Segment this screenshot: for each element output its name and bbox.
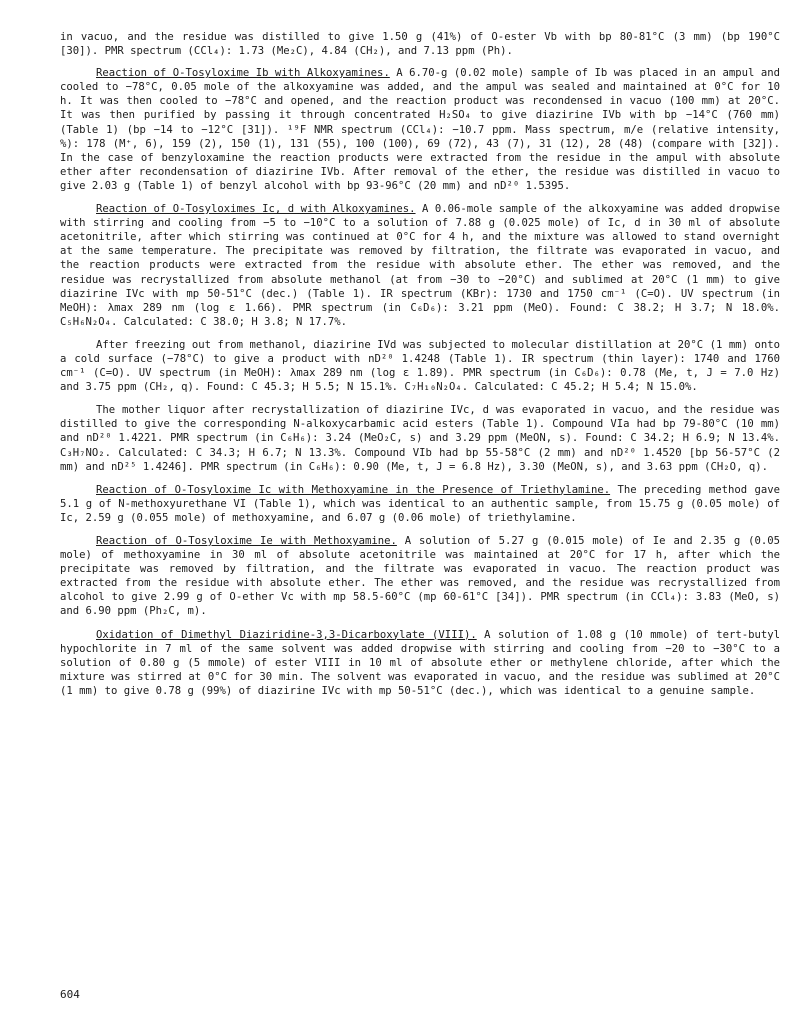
paragraph-text: A solution of 1.08 g (10 mmole) of tert-butyl hypochlorite in 7 ml of the same solvent was added dropwise with stirring and cooling from −20 to −30°C to a solution of 0.80 g (5 mmole) of ester VIII in 10 ml of absolute ether or methylene chloride, after which the mixture was stirred at 0°C for 30 min. The solvent was evaporated in vacuo, and the residue was sublimed at 20°C (1 mm) to give 0.78 g (99%) of diazirine IVc with mp 50-51°C (dec.), which was identical to a genuine sample. <box>60 628 780 697</box>
paragraph-1 <box>60 66 780 193</box>
section-heading: Reaction of O-Tosyloxime Ib with Alkoxyamines. <box>96 67 390 80</box>
paragraph-4 <box>60 403 780 473</box>
paragraph-text: A solution of 5.27 g (0.015 mole) of Ie and 2.35 g (0.05 mole) of methoxyamine in 30 ml of absolute acetonitrile was maintained at 20°C for 17 h, after which the precipitate was removed by filtration, and the filtrate was evaporated in vacuo. The reaction product was extracted from the residue with absolute ether. The ether was removed, and the residue was recrystallized from alcohol to give 2.99 g of O-ether Vc with mp 58.5-60°C (mp 60-61°C [34]). PMR spectrum (in CCl₄): 3.83 (MeO, s) and 6.90 ppm (Ph₂C, m). <box>60 535 780 618</box>
section-heading: Reaction of O-Tosyloxime Ie with Methoxyamine. <box>96 535 397 547</box>
section-heading: Reaction of O-Tosyloximes Ic, d with Alkoxyamines. <box>96 203 416 216</box>
paragraph-2 <box>60 202 780 329</box>
paragraph-text: A 0.06-mole sample of the alkoxyamine was added dropwise with stirring and cooling from −5 to −10°C to a solution of 7.88 g (0.025 mole) of Ic, d in 30 ml of absolute acetonitrile, after which stirring was continued at 0°C for 4 h, and the mixture was allowed to stand overnight at the same temperature. The precipitate was removed by filtration, the filtrate was evaporated in vacuo, and the reaction products were extracted from the residue with absolute ether. The ether was removed, and the residue was recrystallized from absolute methanol (at from −30 to −20°C) and sublimed at 20°C (1 mm) to give diazirine IVc with mp 50-51°C (dec.) (Table 1). IR spectrum (KBr): 1730 and 1750 cm⁻¹ (C=O). UV spectrum (in MeOH): λmax 289 nm (log ε 1.66). PMR spectrum (in C₆D₆): 3.21 ppm (MeO). Found: C 38.2; H 3.7; N 18.0%. C₅H₆N₂O₄. Calculated: C 38.0; H 3.8; N 17.7%. <box>60 203 781 328</box>
page-number: 604 <box>60 988 80 1001</box>
paragraph-6 <box>60 534 780 619</box>
paragraph-0 <box>60 30 780 58</box>
document-page <box>60 30 780 707</box>
paragraph-text: The mother liquor after recrystallization of diazirine IVc, d was evaporated in vacuo, and the residue was distilled to give the corresponding N-alkoxycarbamic acid esters (Table 1). Compound VIa had bp 79-80°C (10 mm) and nD²⁰ 1.4221. PMR spectrum (in C₆H₆): 3.24 (MeO₂C, s) and 3.29 ppm (MeON, s). Found: C 34.2; H 6.9; N 13.4%. C₃H₇NO₂. Calculated: C 34.3; H 6.7; N 13.3%. Compound VIb had bp 55-58°C (2 mm) and nD²⁰ 1.4520 [bp 56-57°C (2 mm) and nD²⁵ 1.4246]. PMR spectrum (in C₆H₆): 0.90 (Me, t, J = 6.8 Hz), 3.30 (MeON, s), and 3.63 ppm (CH₂O, q). <box>60 404 780 473</box>
section-heading: Oxidation of Dimethyl Diaziridine-3,3-Dicarboxylate (VIII). <box>96 628 477 641</box>
paragraph-text: After freezing out from methanol, diazirine IVd was subjected to molecular distillation at 20°C (1 mm) onto a cold surface (−78°C) to give a product with nD²⁰ 1.4248 (Table 1). IR spectrum (thin layer): 1740 and 1760 cm⁻¹ (C=O). UV spectrum (in MeOH): λmax 289 nm (log ε 1.89). PMR spectrum (in C₆D₆): 0.78 (Me, t, J = 7.0 Hz) and 3.75 ppm (CH₂, q). Found: C 45.3; H 5.5; N 15.1%. C₇H₁₀N₂O₄. Calculated: C 45.2; H 5.4; N 15.0%. <box>60 338 780 394</box>
section-heading: Reaction of O-Tosyloxime Ic with Methoxyamine in the Presence of Triethylamine. <box>96 483 611 496</box>
paragraph-3 <box>60 338 780 394</box>
paragraph-text: in vacuo, and the residue was distilled to give 1.50 g (41%) of O-ester Vb with bp 80-81°C (3 mm) (bp 190°C [30]). PMR spectrum (CCl₄): 1.73 (Me₂C), 4.84 (CH₂), and 7.13 ppm (Ph). <box>60 31 780 58</box>
paragraph-7 <box>60 628 780 698</box>
paragraph-5 <box>60 483 780 525</box>
paragraph-text: The preceding method gave 5.1 g of N-methoxyurethane VI (Table 1), which was identical to an authentic sample, from 15.75 g (0.05 mole) of Ic, 2.59 g (0.055 mole) of methoxyamine, and 6.07 g (0.06 mole) of triethylamine. <box>60 483 780 524</box>
paragraph-text: A 6.70-g (0.02 mole) sample of Ib was placed in an ampul and cooled to −78°C, 0.05 mole of the alkoxyamine was added, and the ampul was sealed and maintained at 0°C for 10 h. It was then cooled to −78°C and opened, and the reaction product was recondensed in vacuo (100 mm) at 20°C. It was then purified by passing it through concentrated H₂SO₄ to give diazirine IVb with bp −14°C (760 mm) (Table 1) (bp −14 to −12°C [31]). ¹⁹F NMR spectrum (CCl₄): −10.7 ppm. Mass spectrum, m/e (relative intensity, %): 178 (M⁺, 6), 159 (2), 150 (1), 131 (55), 100 (100), 69 (72), 43 (7), 31 (12), 28 (48) (compare with [32]). In the case of benzyloxamine the reaction products were extracted from the residue in the ampul with absolute ether after recondensation of diazirine IVb. After removal of the ether, the residue was distilled in vacuo to give 2.03 g (Table 1) of benzyl alcohol with bp 93-96°C (20 mm) and nD²⁰ 1.5395. <box>60 67 781 192</box>
